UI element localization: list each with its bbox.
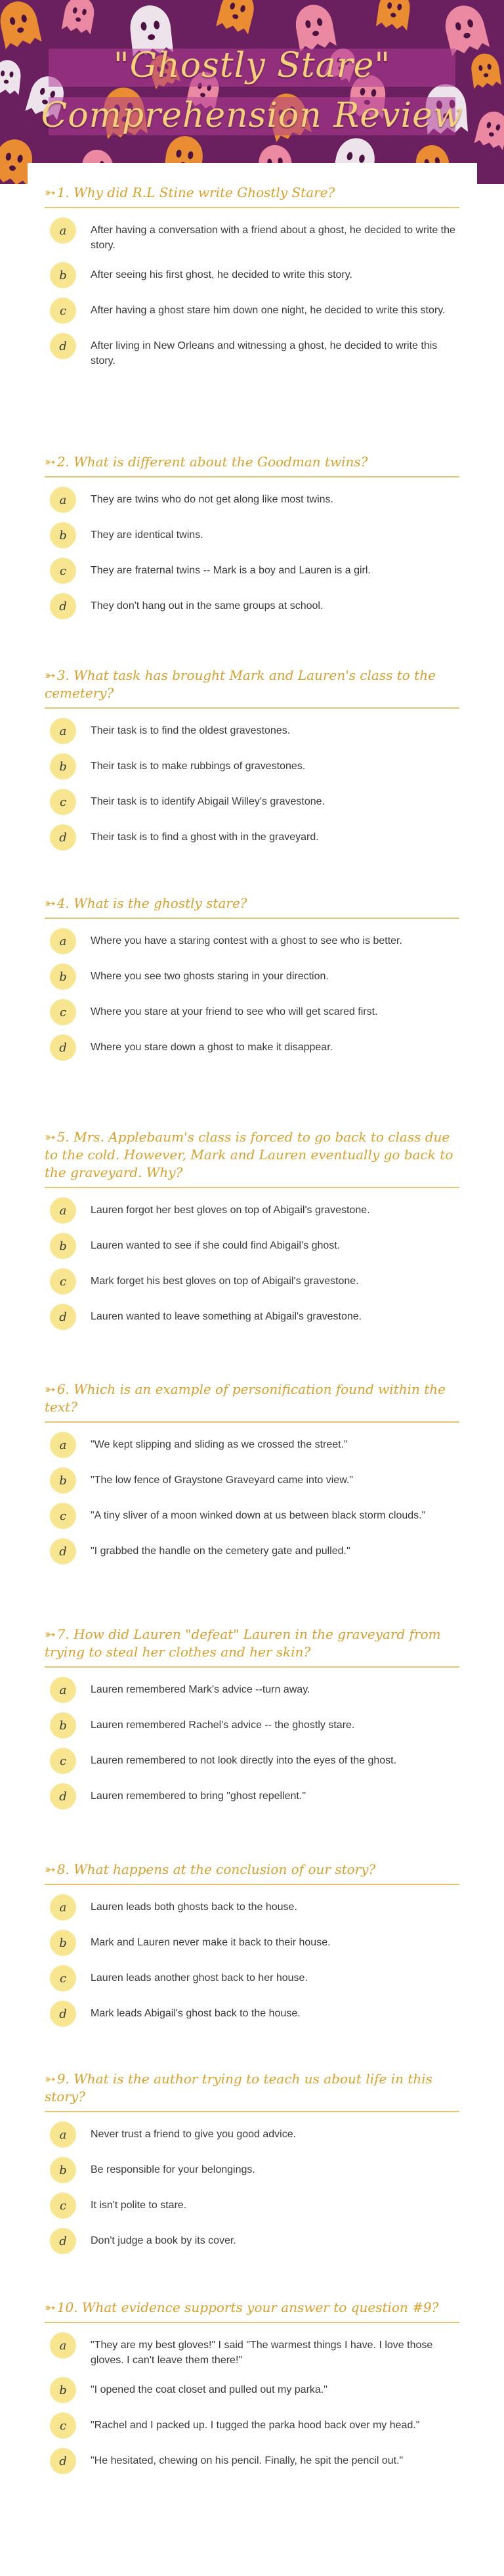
option-letter: c <box>50 999 76 1025</box>
question-heading <box>45 1861 459 1885</box>
option-letter: a <box>50 217 76 244</box>
answer-option-b[interactable] <box>45 1233 459 1259</box>
answer-option-c[interactable] <box>45 2412 459 2439</box>
answer-option-a[interactable] <box>45 2332 459 2368</box>
answer-options <box>45 217 459 368</box>
option-letter: c <box>50 2192 76 2219</box>
option-letter: c <box>50 789 76 815</box>
option-text: Lauren remembered Rachel's advice -- the ghostly stare. <box>91 1720 355 1731</box>
option-text: It isn't polite to stare. <box>91 2200 187 2211</box>
answer-option-c[interactable] <box>45 558 459 584</box>
question-heading <box>45 895 459 919</box>
option-text: Their task is to identify Abigail Willey's gravestone. <box>91 796 325 807</box>
answer-option-c[interactable] <box>45 1503 459 1529</box>
option-letter: d <box>50 2448 76 2474</box>
option-letter: b <box>50 1930 76 1956</box>
answer-options <box>45 718 459 851</box>
answer-option-d[interactable] <box>45 2448 459 2474</box>
option-letter: d <box>50 824 76 851</box>
option-letter: a <box>50 2332 76 2359</box>
answer-options <box>45 2332 459 2474</box>
option-text: Where you have a staring contest with a ghost to see who is better. <box>91 935 402 946</box>
answer-options <box>45 1677 459 1810</box>
option-text: "He hesitated, chewing on his pencil. Finally, he spit the pencil out." <box>91 2455 404 2466</box>
answer-option-a[interactable] <box>45 1197 459 1224</box>
option-letter: c <box>50 298 76 324</box>
option-text: After living in New Orleans and witnessing a ghost, he decided to write this story. <box>91 340 438 366</box>
answer-options <box>45 928 459 1061</box>
option-text: Lauren remembered to bring "ghost repellent." <box>91 1790 306 1802</box>
question-title: 7. How did Lauren "defeat" Lauren in the graveyard from trying to steal her clothes and her skin? <box>45 1626 441 1660</box>
option-letter: d <box>50 1304 76 1330</box>
answer-option-b[interactable] <box>45 2157 459 2183</box>
answer-option-c[interactable] <box>45 2192 459 2219</box>
option-letter: d <box>50 1034 76 1061</box>
question-title: 1. Why did R.L Stine write Ghostly Stare? <box>56 185 335 200</box>
question-7 <box>45 1626 459 1810</box>
option-text: Their task is to make rubbings of gravestones. <box>91 761 306 772</box>
page-title <box>26 41 478 141</box>
question-title: 3. What task has brought Mark and Lauren's class to the cemetery? <box>45 667 436 701</box>
ghost-arrow-icon: ➳ <box>45 185 56 200</box>
ghost-arrow-icon: ➳ <box>45 1861 56 1877</box>
option-letter: a <box>50 2121 76 2148</box>
question-title: 10. What evidence supports your answer to question #9? <box>56 2299 439 2315</box>
question-title: 5. Mrs. Applebaum's class is forced to go back to class due to the cold. However, Mark and Lauren eventually go back to the graveyard. Why? <box>45 1129 453 1180</box>
option-letter: b <box>50 262 76 288</box>
ghost-icon <box>0 58 22 95</box>
answer-option-a[interactable] <box>45 718 459 744</box>
option-text: "We kept slipping and sliding as we crossed the street." <box>91 1439 348 1450</box>
page-title-line-1: "Ghostly Stare" <box>113 46 391 85</box>
option-text: They are identical twins. <box>91 529 203 541</box>
ghost-icon <box>62 0 97 35</box>
option-text: Don't judge a book by its cover. <box>91 2235 236 2246</box>
option-text: Never trust a friend to give you good advice. <box>91 2129 297 2140</box>
question-title: 6. Which is an example of personification found within the text? <box>45 1381 446 1415</box>
ghost-arrow-icon: ➳ <box>45 2071 56 2087</box>
option-text: Mark leads Abigail's ghost back to the house. <box>91 2008 301 2019</box>
answer-options <box>45 1197 459 1330</box>
option-letter: c <box>50 1965 76 1991</box>
question-5 <box>45 1128 459 1330</box>
option-letter: d <box>50 1538 76 1565</box>
option-text: They are fraternal twins -- Mark is a boy and Lauren is a girl. <box>91 565 371 576</box>
answer-option-c[interactable] <box>45 1268 459 1295</box>
option-text: Lauren leads both ghosts back to the house. <box>91 1901 297 1913</box>
option-text: Lauren wanted to see if she could find Abigail's ghost. <box>91 1240 341 1251</box>
question-title: 2. What is different about the Goodman twins? <box>56 454 368 470</box>
option-letter: a <box>50 1432 76 1458</box>
option-text: "I grabbed the handle on the cemetery gate and pulled." <box>91 1545 350 1557</box>
answer-option-d[interactable] <box>45 2228 459 2254</box>
option-text: "The low fence of Graystone Graveyard came into view." <box>91 1475 353 1486</box>
ghost-icon <box>376 0 412 31</box>
option-letter: c <box>50 1503 76 1529</box>
answer-option-a[interactable] <box>45 1894 459 1921</box>
answer-option-a[interactable] <box>45 1677 459 1703</box>
option-letter: c <box>50 558 76 584</box>
option-letter: d <box>50 2228 76 2254</box>
page-title-line-2: Comprehension Review <box>41 96 463 135</box>
option-letter: a <box>50 1894 76 1921</box>
option-text: Mark forget his best gloves on top of Abigail's gravestone. <box>91 1276 359 1287</box>
option-text: "I opened the coat closet and pulled out my parka." <box>91 2384 327 2395</box>
question-title: 4. What is the ghostly stare? <box>56 895 247 911</box>
option-text: After having a conversation with a friend about a ghost, he decided to write the story. <box>91 225 455 251</box>
option-text: "A tiny sliver of a moon winked down at us between black storm clouds." <box>91 1510 426 1521</box>
option-text: "They are my best gloves!" I said "The warmest things I have. I love those gloves. I can't leave them there!" <box>91 2340 433 2366</box>
answer-options <box>45 1894 459 2027</box>
answer-option-d[interactable] <box>45 333 459 368</box>
ghost-arrow-icon: ➳ <box>45 454 56 470</box>
question-heading <box>45 1381 459 1423</box>
answer-option-c[interactable] <box>45 298 459 324</box>
option-letter: d <box>50 333 76 359</box>
answer-option-d[interactable] <box>45 1034 459 1061</box>
option-letter: a <box>50 718 76 744</box>
answer-option-b[interactable] <box>45 1712 459 1739</box>
option-text: Where you stare down a ghost to make it disappear. <box>91 1042 333 1053</box>
answer-option-d[interactable] <box>45 1783 459 1810</box>
option-text: Lauren remembered Mark's advice --turn away. <box>91 1684 310 1695</box>
option-text: Lauren wanted to leave something at Abigail's gravestone. <box>91 1311 362 1322</box>
answer-option-c[interactable] <box>45 1748 459 1774</box>
question-heading <box>45 1128 459 1188</box>
ghost-arrow-icon: ➳ <box>45 1381 56 1397</box>
option-text: Their task is to find the oldest gravestones. <box>91 725 291 736</box>
option-text: Where you see two ghosts staring in your direction. <box>91 971 329 982</box>
option-letter: b <box>50 1712 76 1739</box>
option-letter: a <box>50 928 76 954</box>
option-letter: b <box>50 753 76 780</box>
option-text: They are twins who do not get along like most twins. <box>91 494 333 505</box>
answer-option-a[interactable] <box>45 1432 459 1458</box>
answer-option-d[interactable] <box>45 1538 459 1565</box>
option-letter: b <box>50 2157 76 2183</box>
question-3 <box>45 667 459 851</box>
question-9 <box>45 2070 459 2254</box>
ghost-arrow-icon: ➳ <box>45 1129 56 1145</box>
question-6 <box>45 1381 459 1565</box>
answer-options <box>45 487 459 619</box>
option-letter: b <box>50 2377 76 2403</box>
question-heading <box>45 667 459 709</box>
answer-option-d[interactable] <box>45 2001 459 2027</box>
answer-option-a[interactable] <box>45 217 459 253</box>
option-text: Mark and Lauren never make it back to their house. <box>91 1937 331 1948</box>
header-banner <box>0 0 504 184</box>
answer-option-a[interactable] <box>45 928 459 954</box>
question-title: 9. What is the author trying to teach us about life in this story? <box>45 2071 432 2104</box>
question-1 <box>45 184 459 368</box>
ghost-arrow-icon: ➳ <box>45 2299 56 2315</box>
option-letter: a <box>50 1677 76 1703</box>
option-text: "Rachel and I packed up. I tugged the parka hood back over my head." <box>91 2420 420 2431</box>
option-text: They don't hang out in the same groups at school. <box>91 600 324 611</box>
answer-option-b[interactable] <box>45 753 459 780</box>
question-2 <box>45 453 459 619</box>
question-8 <box>45 1861 459 2027</box>
option-letter: a <box>50 487 76 513</box>
option-text: Lauren forgot her best gloves on top of Abigail's gravestone. <box>91 1205 370 1216</box>
answer-option-c[interactable] <box>45 1965 459 1991</box>
question-heading <box>45 2070 459 2112</box>
answer-option-b[interactable] <box>45 1467 459 1494</box>
question-4 <box>45 895 459 1061</box>
ghost-arrow-icon: ➳ <box>45 667 56 683</box>
question-title: 8. What happens at the conclusion of our story? <box>56 1861 376 1877</box>
option-text: Where you stare at your friend to see who will get scared first. <box>91 1006 378 1017</box>
option-text: Lauren leads another ghost back to her house. <box>91 1972 308 1984</box>
option-letter: b <box>50 522 76 548</box>
answer-option-b[interactable] <box>45 1930 459 1956</box>
option-letter: c <box>50 1748 76 1774</box>
ghost-arrow-icon: ➳ <box>45 1626 56 1642</box>
option-letter: c <box>50 1268 76 1295</box>
answer-option-a[interactable] <box>45 487 459 513</box>
question-heading <box>45 184 459 208</box>
option-text: Be responsible for your belongings. <box>91 2164 255 2175</box>
answer-option-d[interactable] <box>45 824 459 851</box>
option-text: Their task is to find a ghost with in the graveyard. <box>91 832 319 843</box>
answer-options <box>45 2121 459 2254</box>
option-letter: b <box>50 1467 76 1494</box>
answer-option-d[interactable] <box>45 1304 459 1330</box>
question-heading <box>45 1626 459 1668</box>
option-letter: d <box>50 593 76 619</box>
option-text: After seeing his first ghost, he decided to write this story. <box>91 269 352 280</box>
answer-option-d[interactable] <box>45 593 459 619</box>
option-letter: d <box>50 2001 76 2027</box>
option-letter: c <box>50 2412 76 2439</box>
answer-option-c[interactable] <box>45 999 459 1025</box>
option-letter: b <box>50 1233 76 1259</box>
answer-option-a[interactable] <box>45 2121 459 2148</box>
option-letter: b <box>50 964 76 990</box>
question-heading <box>45 2299 459 2323</box>
question-10 <box>45 2299 459 2474</box>
ghost-icon <box>474 108 504 150</box>
ghost-arrow-icon: ➳ <box>45 895 56 911</box>
question-heading <box>45 453 459 477</box>
option-text: After having a ghost stare him down one night, he decided to write this story. <box>91 305 446 316</box>
option-text: Lauren remembered to not look directly into the eyes of the ghost. <box>91 1755 397 1766</box>
option-letter: a <box>50 1197 76 1224</box>
answer-option-b[interactable] <box>45 522 459 548</box>
answer-option-b[interactable] <box>45 262 459 288</box>
answer-option-b[interactable] <box>45 964 459 990</box>
ghost-icon <box>216 0 258 34</box>
answer-options <box>45 1432 459 1565</box>
answer-option-c[interactable] <box>45 789 459 815</box>
answer-option-b[interactable] <box>45 2377 459 2403</box>
option-letter: d <box>50 1783 76 1810</box>
